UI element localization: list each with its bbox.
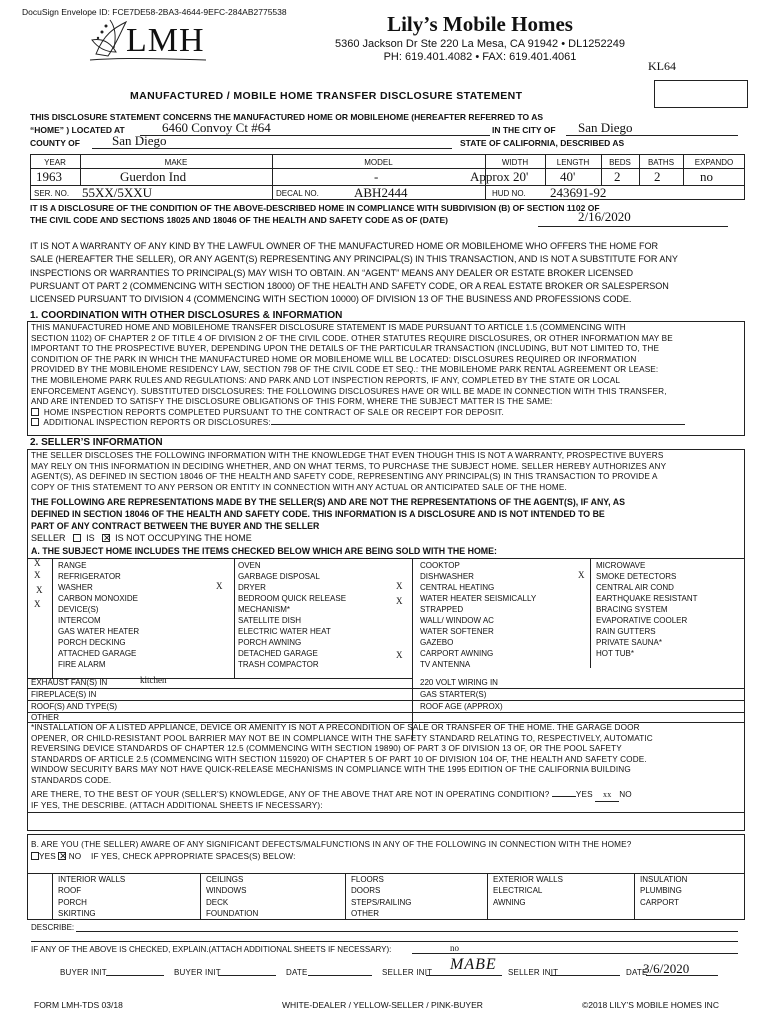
roof-label: ROOF(S) AND TYPE(S) [31, 702, 118, 711]
item-porch-decking: PORCH DECKING [58, 638, 126, 647]
section2-heading: 2. SELLER’S INFORMATION [30, 437, 163, 448]
section1-text: THIS MANUFACTURED HOME AND MOBILEHOME TRANSFER DISCLOSURE STATEMENT IS MADE PURSUANT TO ARTICLE 1.5 (COMMENCING WITH SECTION 1102) OF CHAPTER 2 OF TITLE 4 OF DIVISION 2 OF THE CIVIL CODE. OTHER STATUTES REQUIRE DISCLOSURES, OR OTHER INFORMATION MAY BE IMPORTANT TO THE PROSPECTIVE BUYER, DEPENDING UPON THE DETAILS OF THE PARTICULAR TRANSACTION (INCLUDING, BUT NOT LIMITED TO, THE CONDITION OF THE PARK IN WHICH THE MANUFACTURED HOME OR MOBILEHOME WILL BE LOCATED: DISCLOSURES REQUIRED OR INFORMATION PROVIDED BY THE MOBILEHOME RESIDENCY LAW, SECTION 798 OF THE CIVIL CODE ET SEQ.: THE MOBILEHOME PARK RENTAL AGREEMENT OR LEASE: THE MOBILEHOME PARK RULES AND REGULATIONS: AND PARK AND LOT INSPECTION REPORTS, IF ANY, COMPLETED BY THE STATE OR LOCAL ENFORCEMENT AGENCY). SUBSTITUTED DISCLOSURES: THE FOLLOWING DISCLOSURES HAVE OR WILL BE MADE IN CONNECTION WITH THIS TRANSFER, AND ARE INTENDED TO SATISFY THE DISCLOSURE OBLIGATIONS OF THIS FORM, WHERE THE SUBJECT MATTER IS THE SAME: HOME INSPECTION REPORTS COMPLETED PURSUANT TO THE CONTRACT OF SALE OR RECEIPT FOR DEPOSIT. ADDITIONAL INSPECTION REPORTS OR DISCLOSURES: [31, 323, 743, 429]
item-private-sauna: PRIVATE SAUNA* [596, 638, 662, 647]
item-gazebo: GAZEBO [420, 638, 454, 647]
defects-col5: INSULATION PLUMBING CARPORT [640, 875, 688, 907]
check-central-heating[interactable]: X [396, 581, 403, 591]
defects-col3: FLOORS DOORS STEPS/RAILING OTHER [351, 875, 412, 918]
item-satellite-dish: SATELLITE DISH [238, 616, 301, 625]
fireplace-label: FIREPLACE(S) IN [31, 690, 97, 699]
beds-field[interactable]: 2 [614, 169, 621, 184]
installation-note: *INSTALLATION OF A LISTED APPLIANCE, DEVICE OR AMENITY IS NOT A PRECONDITION OF SALE OR TRANSFER OF THE HOME. THE GARAGE DOOR OPENER, OR CHILD-RESISTANT POOL BARRIER MAY NOT BE IN COMPLIANCE WITH THE SAFETY STANDARD RELATING TO, RESPECTIVELY, AUTOMATIC REVERSING DEVICE STANDARDS OF CHAPTER 12.5 (COMMENCING WITH SECTION 19890) OF PART 3 OF DIVISION 13 OF, OR THE POOL SAFETY STANDARDS OF ARTICLE 2.5 (COMMENCING WITH SECTION 115920) OF CHAPTER 5 OF PART 10 OF DIVISION 104 OF, THE HEALTH AND SAFETY CODE. WINDOW SECURITY BARS MAY NOT HAVE QUICK-RELEASE MECHANISMS IN COMPLIANCE WITH THE 1995 EDITION OF THE CALIFORNIA BUILDING STANDARDS CODE. [31, 723, 653, 785]
warranty-block [30, 240, 678, 306]
city-field[interactable]: San Diego [578, 120, 633, 135]
compliance-date-field[interactable]: 2/16/2020 [578, 209, 631, 224]
describe-label: DESCRIBE: [31, 923, 75, 932]
item-trash-compactor: TRASH COMPACTOR [238, 660, 319, 669]
other-label: OTHER [31, 713, 59, 722]
section1-heading: 1. COORDINATION WITH OTHER DISCLOSURES & INFORMATION [30, 310, 343, 321]
date-label-2: DATE [626, 968, 648, 977]
buyer-init-label-2: BUYER INIT [174, 968, 221, 977]
items-col2: OVEN GARBAGE DISPOSAL DRYER BEDROOM QUICK RELEASE MECHANISM* SATELLITE DISH ELECTRIC WATER HEAT PORCH AWNING DETACHED GARAGE TRASH COMPACTOR [238, 561, 347, 669]
item-washer: WASHER [58, 583, 93, 592]
exhaust-field[interactable]: kitchen [140, 675, 167, 685]
item-evaporative-cooler: EVAPORATIVE COOLER [596, 616, 688, 625]
item-gas-water-heater: GAS WATER HEATER [58, 627, 140, 636]
hud-field[interactable]: 243691-92 [550, 185, 607, 200]
item-dishwasher: DISHWASHER [420, 572, 474, 581]
explain-field[interactable]: no [450, 943, 459, 953]
form-number: FORM LMH-TDS 03/18 [34, 1000, 123, 1010]
home-inspection-checkbox[interactable] [31, 408, 39, 416]
items-col3: COOKTOP DISHWASHER CENTRAL HEATING WATER HEATER SEISMICALLY STRAPPED WALL/ WINDOW AC WATER SOFTENER GAZEBO CARPORT AWNING TV ANTENNA [420, 561, 537, 669]
warranty-line: SALE (HEREAFTER THE SELLER), OR ANY AGENT(S) REPRESENTING ANY PRINCIPAL(S) IN THIS TRANSACTION, AND IS NOT A SUBSTITUTE FOR ANY [30, 254, 678, 265]
date-field-2[interactable]: 3/6/2020 [643, 961, 690, 976]
seller-occupying-row: SELLER IS ✕ IS NOT OCCUPYING THE HOME [31, 533, 252, 543]
item-garbage-disposal: GARBAGE DISPOSAL [238, 572, 320, 581]
company-logo [86, 14, 236, 66]
company-name: Lily’s Mobile Homes [387, 12, 573, 36]
item-smoke-detectors: SMOKE DETECTORS [596, 572, 677, 581]
baths-field[interactable]: 2 [654, 169, 661, 184]
item-detached-garage: DETACHED GARAGE [238, 649, 318, 658]
check-dryer[interactable]: X [216, 581, 223, 591]
copyright: ©2018 LILY’S MOBILE HOMES INC [582, 1000, 719, 1010]
item-porch-awning: PORCH AWNING [238, 638, 302, 647]
roof-age-label: ROOF AGE (APPROX) [420, 702, 503, 711]
item-hot-tub: HOT TUB* [596, 649, 634, 658]
operating-no-label: NO [619, 790, 632, 799]
envelope-id: DocuSign Envelope ID: FCE7DE58-2BA3-4644-9EFC-284AB2775538 [22, 7, 287, 17]
operating-describe: IF YES, THE DESCRIBE. (ATTACH ADDITIONAL SHEETS IF NECESSARY): [31, 801, 323, 810]
defects-no-checkbox[interactable] [58, 852, 66, 860]
county-field[interactable]: San Diego [112, 133, 167, 148]
decal-field[interactable]: ABH2444 [354, 185, 408, 200]
defects-answer-row: YES ✕ NO IF YES, CHECK APPROPRIATE SPACES(S) BELOW: [31, 852, 296, 863]
item-cooktop: COOKTOP [420, 561, 460, 570]
ser-label: SER. NO. [34, 189, 70, 198]
defects-col1: INTERIOR WALLS ROOF PORCH SKIRTING [58, 875, 126, 918]
length-field[interactable]: 40' [560, 169, 576, 184]
additional-inspection-checkbox[interactable] [31, 418, 39, 426]
check-range[interactable]: X [34, 558, 41, 568]
compliance-line1: IT IS A DISCLOSURE OF THE CONDITION OF THE ABOVE-DESCRIBED HOME IN COMPLIANCE WITH SUBDIVISION (B) OF SECTION 1102 OF [30, 203, 600, 213]
item-earthquake-bracing: EARTHQUAKE RESISTANT [596, 594, 698, 603]
item-oven: OVEN [238, 561, 261, 570]
check-refrigerator[interactable]: X [34, 570, 41, 580]
operating-no-mark[interactable]: xx [595, 790, 619, 802]
item-dryer: DRYER [238, 583, 266, 592]
item-wall-window-ac: WALL/ WINDOW AC [420, 616, 494, 625]
document-title: MANUFACTURED / MOBILE HOME TRANSFER DISCLOSURE STATEMENT [130, 90, 523, 102]
seller-is-checkbox[interactable] [73, 534, 81, 542]
warranty-line: PURSUANT OT PART 2 (COMMENCING WITH SECTION 18000) OF THE HEALTH AND SAFETY CODE, OR A REAL ESTATE BROKER OR SALESPERSON [30, 280, 669, 291]
location-field[interactable]: 6460 Convoy Ct #64 [162, 120, 271, 135]
hud-label: HUD NO. [492, 189, 526, 198]
item-central-heating: CENTRAL HEATING [420, 583, 495, 592]
warranty-line: LICENSED PURSUANT TO DIVISION 4 (COMMENCING WITH SECTION 10000) OF DIVISION 13 OF THE BUSINESS AND PROFESSIONS CODE. [30, 294, 632, 305]
seller-is-not-checkbox[interactable] [102, 534, 110, 542]
header-year: YEAR [44, 158, 66, 167]
seller-initials-signature[interactable]: MABE [450, 956, 497, 973]
check-carport-awning[interactable]: X [396, 650, 403, 660]
check-water-heater-seismic[interactable]: X [396, 596, 403, 606]
county-label: COUNTY OF [30, 138, 80, 148]
check-smoke-detectors[interactable]: X [578, 570, 585, 580]
warranty-line: INSPECTIONS OR WARRANTIES TO PRINCIPAL(S) MAY WISH TO OBTAIN. AN “AGENT” MEANS ANY DEALER OR ESTATE BROKER LICENSED [30, 267, 633, 278]
intro-located-label: “HOME” ) LOCATED AT [30, 125, 125, 135]
warranty-line: IT IS NOT A WARRANTY OF ANY KIND BY THE LAWFUL OWNER OF THE MANUFACTURED HOME OR MOBILEHOME WHO OFFERS THE HOME FOR [30, 241, 659, 251]
seller-init-label-2: SELLER INIT [508, 968, 559, 977]
defects-col2: CEILINGS WINDOWS DECK FOUNDATION [206, 875, 259, 918]
header-make: MAKE [164, 158, 188, 167]
volt-label: 220 VOLT WIRING IN [420, 678, 498, 687]
header-expando: EXPANDO [694, 158, 734, 167]
check-carbon-monoxide[interactable]: X [34, 599, 41, 609]
item-carport-awning: CARPORT AWNING [420, 649, 494, 658]
header-model: MODEL [364, 158, 393, 167]
company-address: 5360 Jackson Dr Ste 220 La Mesa, CA 91942 • DL1252249 [334, 38, 626, 50]
explain-label: IF ANY OF THE ABOVE IS CHECKED, EXPLAIN.(ATTACH ADDITIONAL SHEETS IF NECESSARY): [31, 945, 392, 954]
company-phone-fax: PH: 619.401.4082 • FAX: 619.401.4061 [383, 51, 577, 63]
operating-question: ARE THERE, TO THE BEST OF YOUR (SELLER’S) KNOWLEDGE, ANY OF THE ABOVE THAT ARE NOT IN OPERATING CONDITION? YES xx NO [31, 790, 632, 802]
item-water-heater-seismic: WATER HEATER SEISMICALLY [420, 594, 537, 603]
items-col1: RANGE REFRIGERATOR WASHER CARBON MONOXIDE DEVICE(S) INTERCOM GAS WATER HEATER PORCH DECKING ATTACHED GARAGE FIRE ALARM [58, 561, 140, 669]
home-inspection-label: HOME INSPECTION REPORTS COMPLETED PURSUANT TO THE CONTRACT OF SALE OR RECEIPT FOR DEPOSIT. [43, 407, 504, 417]
section2-bold: THE FOLLOWING ARE REPRESENTATIONS MADE BY THE SELLER(S) AND ARE NOT THE REPRESENTATIONS OF THE AGENT(S), IF ANY, AS DEFINED IN SECTION 18046 OF THE HEALTH AND SAFETY CODE. THIS INFORMATION IS A DISCLOSURE AND IS NOT INTENDED TO BE PART OF ANY CONTRACT BETWEEN THE BUYER AND THE SELLER [31, 497, 625, 531]
intro-line1: THIS DISCLOSURE STATEMENT CONCERNS THE MANUFACTURED HOME OR MOBILEHOME (HEREAFTER REFERRED TO AS [30, 112, 544, 122]
header-length: LENGTH [556, 158, 590, 167]
header-beds: BEDS [609, 158, 631, 167]
state-label: STATE OF CALIFORNIA, DESCRIBED AS [460, 138, 625, 148]
decal-label: DECAL NO. [276, 189, 319, 198]
stamp-box [654, 80, 748, 108]
item-rain-gutters: RAIN GUTTERS [596, 627, 656, 636]
item-intercom: INTERCOM [58, 616, 101, 625]
year-field[interactable]: 1963 [36, 169, 62, 184]
company-code: KL64 [648, 59, 676, 73]
logo-text: LMH [126, 22, 205, 59]
item-microwave: MICROWAVE [596, 561, 646, 570]
defects-yes-checkbox[interactable] [31, 852, 39, 860]
item-attached-garage: ATTACHED GARAGE [58, 649, 137, 658]
items-col4: MICROWAVE SMOKE DETECTORS CENTRAL AIR COND EARTHQUAKE RESISTANT BRACING SYSTEM EVAPORATIVE COOLER RAIN GUTTERS PRIVATE SAUNA* HOT TUB* [596, 561, 698, 658]
operating-yes-label: YES [575, 790, 593, 799]
defects-col4: EXTERIOR WALLS ELECTRICAL AWNING [493, 875, 563, 907]
item-refrigerator: REFRIGERATOR [58, 572, 121, 581]
expando-field[interactable]: no [700, 169, 713, 184]
item-water-softener: WATER SOFTENER [420, 627, 494, 636]
item-fire-alarm: FIRE ALARM [58, 660, 106, 669]
model-field[interactable]: - [374, 169, 379, 184]
item-carbon-monoxide: CARBON MONOXIDE [58, 594, 139, 603]
width-field[interactable]: Approx 20' [470, 169, 529, 184]
item-range: RANGE [58, 561, 87, 570]
item-bedroom-quick-release: BEDROOM QUICK RELEASE [238, 594, 347, 603]
additional-inspection-label: ADDITIONAL INSPECTION REPORTS OR DISCLOSURES: [43, 418, 271, 428]
item-central-air: CENTRAL AIR COND [596, 583, 674, 592]
date-label-1: DATE [286, 968, 308, 977]
section2-text: THE SELLER DISCLOSES THE FOLLOWING INFORMATION WITH THE KNOWLEDGE THAT EVEN THOUGH THIS IS NOT A WARRANTY, PROSPECTIVE BUYERS MAY RELY ON THIS INFORMATION IN DECIDING WHETHER, AND ON WHAT TERMS, TO PURCHASE THE SUBJECT HOME. SELLER HEREBY AUTHORIZES ANY AGENT(S), AS DEFINED IN SECTION 18046 OF THE HEALTH AND SAFETY CODE, REPRESENTING ANY PRINCIPAL(S) IN THIS TRANSACTION TO PROVIDE A COPY OF THIS STATEMENT TO ANY PERSON OR ENTITY IN CONNECTION WITH ANY ACTUAL OR ANTICIPATED SALE OF THE HOME. [31, 451, 667, 492]
copy-distribution: WHITE-DEALER / YELLOW-SELLER / PINK-BUYER [282, 1000, 483, 1010]
header-baths: BATHS [647, 158, 675, 167]
compliance-line2: THE CIVIL CODE AND SECTIONS 18025 AND 18046 OF THE HEALTH AND SAFETY CODE AS OF (DATE) [30, 215, 448, 225]
seller-init-label-1: SELLER INIT [382, 968, 433, 977]
subject-heading: A. THE SUBJECT HOME INCLUDES THE ITEMS CHECKED BELOW WHICH ARE BEING SOLD WITH THE HOME: [31, 546, 497, 556]
make-field[interactable]: Guerdon Ind [120, 169, 187, 184]
ser-field[interactable]: 55XX/5XXU [82, 185, 153, 200]
exhaust-label: EXHAUST FAN(S) IN [31, 678, 108, 687]
check-washer[interactable]: X [36, 585, 43, 595]
header-width: WIDTH [501, 158, 529, 167]
item-electric-water-heat: ELECTRIC WATER HEAT [238, 627, 331, 636]
item-tv-antenna: TV ANTENNA [420, 660, 471, 669]
gas-starter-label: GAS STARTER(S) [420, 690, 487, 699]
defects-question: B. ARE YOU (THE SELLER) AWARE OF ANY SIGNIFICANT DEFECTS/MALFUNCTIONS IN ANY OF THE FOLLOWING IN CONNECTION WITH THE HOME? [31, 840, 632, 849]
buyer-init-label-1: BUYER INIT [60, 968, 107, 977]
city-label: IN THE CITY OF [492, 125, 556, 135]
